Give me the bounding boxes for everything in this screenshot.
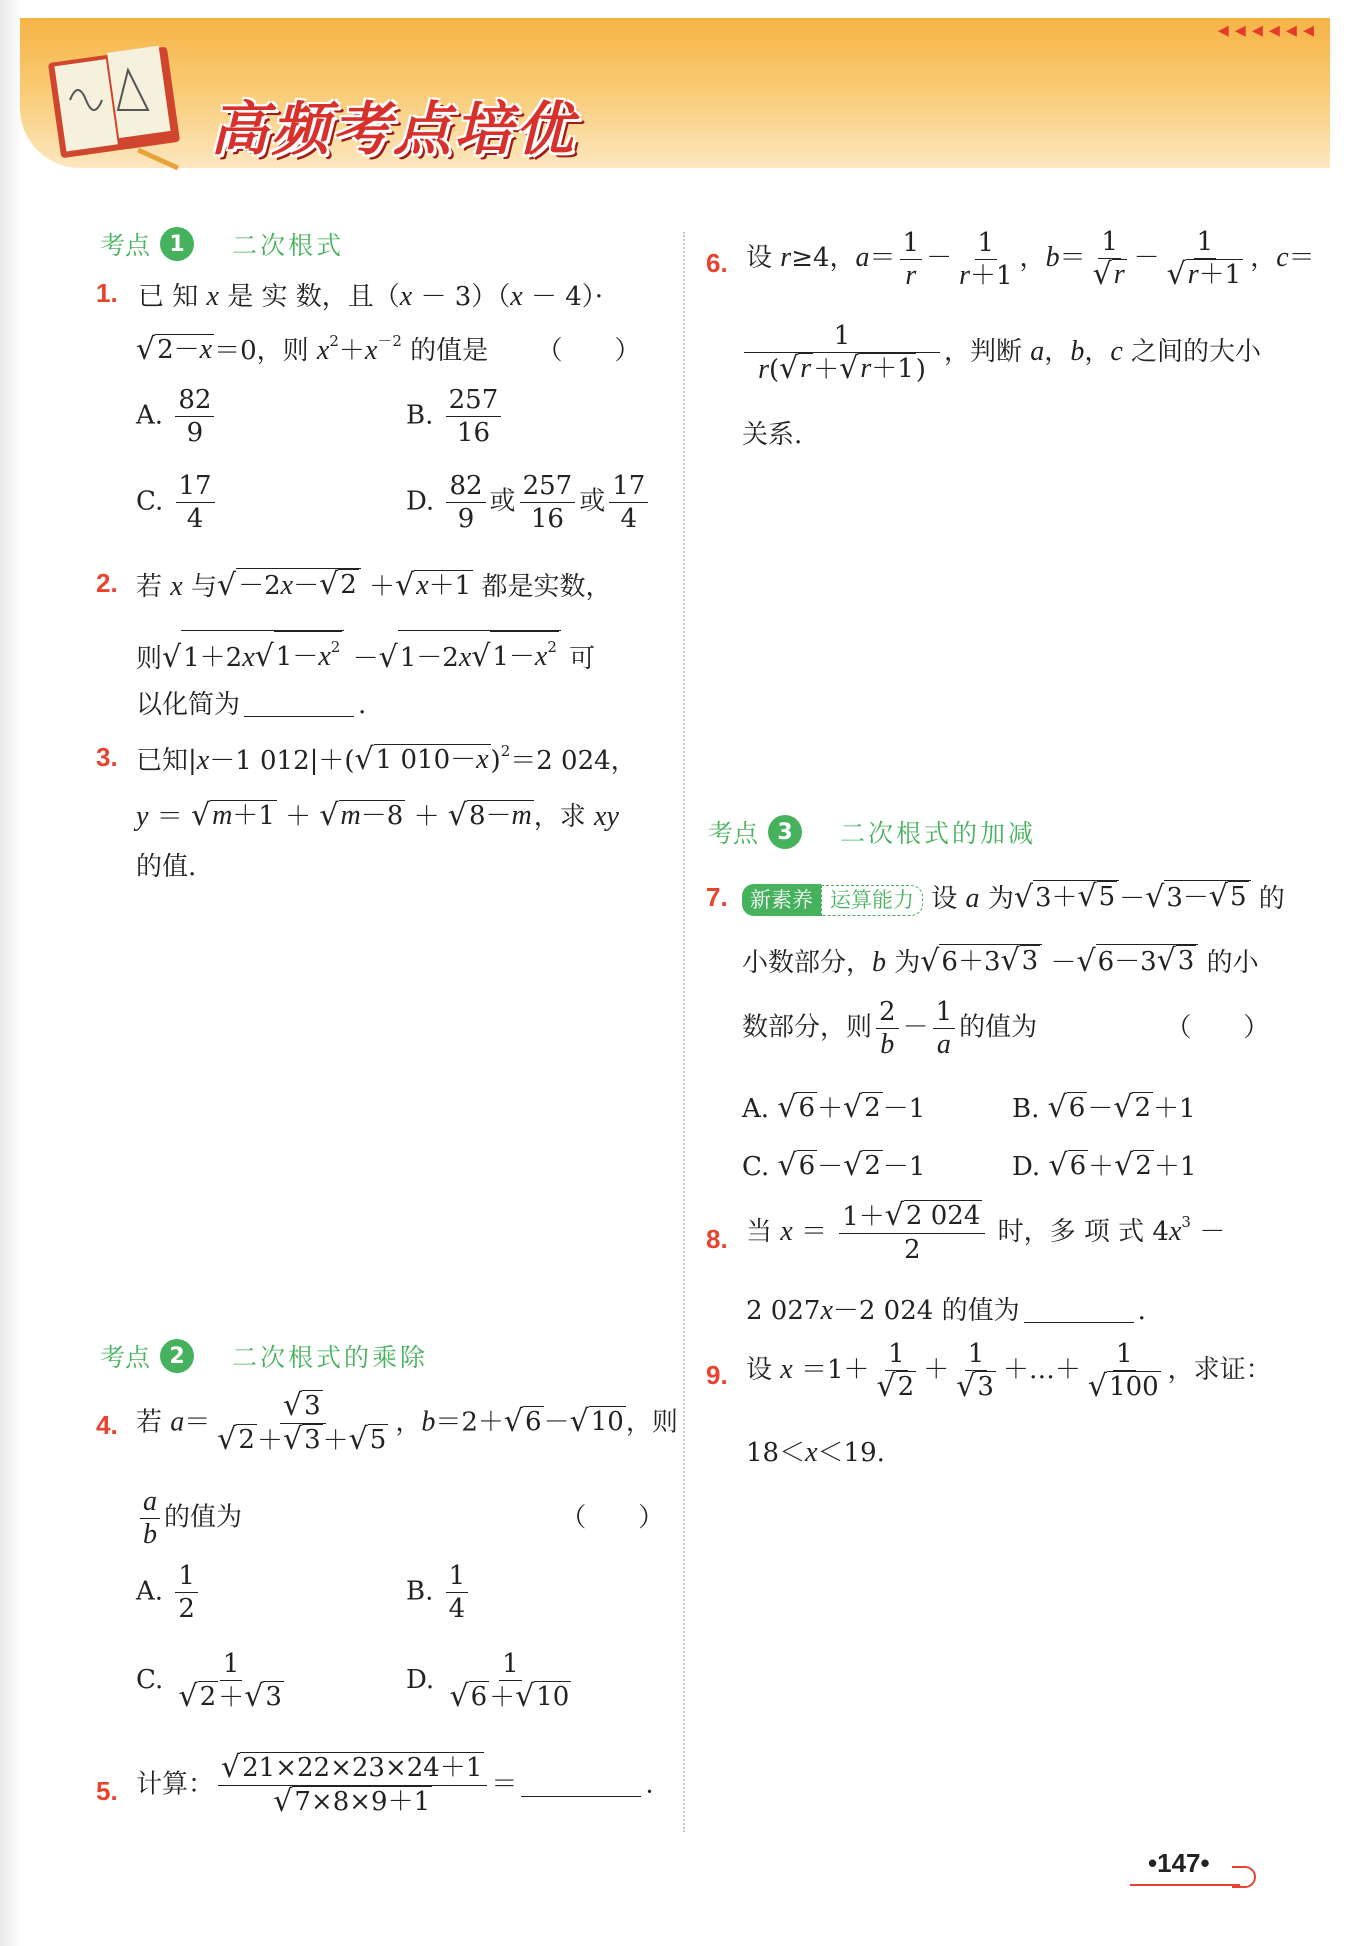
answer-parentheses: （ ） xyxy=(560,1502,665,1533)
section-name: 二次根式 xyxy=(232,231,345,260)
question-text-line: √ 2－x ＝0，则 $x^2+x^{-2}$ 的值是 （ ） xyxy=(136,332,641,367)
fraction: $\frac{17}{4}$ xyxy=(609,470,648,535)
question-number: 4. xyxy=(96,1410,118,1440)
fraction: $\frac{82}{9}$ xyxy=(175,384,214,449)
question-number: 6. xyxy=(706,248,728,278)
question-text-line xyxy=(138,276,603,313)
question-text-line: 2 027x－2 024 的值为 . xyxy=(746,1295,1146,1326)
question-text-line: 1 r( √ r ＋ √ r＋1 ) ，判断 a，b，c 之间的大小 xyxy=(740,320,1261,386)
section-heading-1 xyxy=(100,226,344,262)
fraction: $\frac{257}{16}$ xyxy=(446,384,502,449)
question-text-line: 若 a＝ √ 3 √ 2 ＋ √ 3 ＋ √ 5 ，b＝2＋ √ 6 － √ 10 ，则 xyxy=(136,1388,678,1457)
question-text-line: 已知|x－1 012|＋( √ 1 010－x )$^2$＝2 024， xyxy=(136,742,637,777)
option-label: B. xyxy=(406,400,434,431)
text: 2－ xyxy=(157,335,200,365)
option-label: A. xyxy=(136,400,164,431)
text: － 4）· xyxy=(530,282,604,312)
option-label: C. xyxy=(136,486,164,517)
option-b xyxy=(406,384,505,449)
page-edge xyxy=(0,0,22,1946)
var-x: x xyxy=(199,334,213,365)
question-text-line: 计算： √ 21×22×23×24＋1 √ 7×8×9＋1 ＝ . xyxy=(136,1750,654,1819)
option-label: D. xyxy=(406,486,435,517)
question-number: 8. xyxy=(706,1224,728,1254)
fraction: $\frac{82}{9}$ xyxy=(446,470,485,535)
question-text-line: $\frac{a}{b}$ 的值为 （ ） xyxy=(136,1486,664,1551)
question-number: 5. xyxy=(96,1776,118,1806)
section-number-badge: 1 xyxy=(160,227,194,261)
option-a: A. $\frac{1}{2}$ xyxy=(136,1560,202,1625)
option-b: B. $\frac{1}{4}$ xyxy=(406,1560,472,1625)
page-title: 高频考点培优 xyxy=(210,95,577,163)
answer-blank xyxy=(1024,1322,1134,1323)
var-x: x xyxy=(364,335,378,366)
tag-computing-ability: 运算能力 xyxy=(821,885,923,916)
option-d: D. $\frac{82}{9}$ 或 $\frac{257}{16}$ 或 $\frac{17}{4}$ xyxy=(406,470,652,535)
section-number-badge: 2 xyxy=(160,1339,194,1373)
section-label: 考点 xyxy=(708,819,759,848)
var-x: x xyxy=(316,335,330,366)
question-text-line: 则 √ 1＋2x √ $1-x^2$ － √ 1－2x √ $1-x^2$ 可 xyxy=(136,630,595,675)
question-number: 3. xyxy=(96,742,118,772)
text: 已 知 xyxy=(138,282,199,312)
question-number: 7. xyxy=(706,882,728,912)
option-a xyxy=(136,384,218,449)
answer-parentheses: （ ） xyxy=(1165,1012,1270,1043)
question-text-line: 以化简为 . xyxy=(136,690,367,720)
question-number: 1. xyxy=(96,278,118,308)
option-c: C. 1 √ 2 ＋ √ 3 xyxy=(136,1649,282,1714)
page-number: •147• xyxy=(1148,1848,1210,1878)
answer-blank xyxy=(521,1796,641,1797)
question-number: 2. xyxy=(96,568,118,598)
fraction: $\frac{257}{16}$ xyxy=(520,470,576,535)
sqrt: √ 2－x xyxy=(136,332,213,367)
text: 是 实 数，且（ xyxy=(227,282,400,312)
question-text-line: 小数部分，b 为 √ 6＋3 √ 3 － √ 6－3 √ 3 的小 xyxy=(742,943,1259,979)
section-number-badge: 3 xyxy=(768,815,802,849)
var-x: x xyxy=(510,281,523,312)
question-text-line: 关系. xyxy=(742,420,803,450)
question-text-line: 设 x ＝1＋ 1 √ 2 ＋ 1 √ 3 ＋…＋ 1 √ 100 ，求证： xyxy=(746,1339,1272,1404)
page-number-curl xyxy=(1232,1866,1256,1888)
notebook-icon xyxy=(48,40,186,170)
option-a: A. √ 6 ＋ √ 2 －1 xyxy=(742,1090,926,1125)
section-heading-2 xyxy=(100,1338,428,1374)
var-x: x xyxy=(206,281,219,312)
option-d: D. 1 √ 6 ＋ √ 10 xyxy=(406,1649,570,1714)
question-text-line: 设 r≥4，a＝ $\frac{1}{r}$ － $\frac{1}{r+1}$ ，b＝ 1 √ r － 1 √ r＋1 ，c＝ xyxy=(746,227,1315,292)
section-name: 二次根式的加减 xyxy=(840,819,1037,848)
header-arrows: ◂◂◂◂◂◂ xyxy=(1217,18,1320,43)
tag-new-literacy: 新素养 xyxy=(742,884,821,916)
option-c: C. √ 6 － √ 2 －1 xyxy=(742,1148,926,1183)
text: ＋ xyxy=(338,336,365,366)
page-number-underline xyxy=(1130,1884,1240,1886)
question-text-line: 新素养 运算能力 设 a 为 √ 3＋ √ 5 － √ 3－ √ 5 的 xyxy=(742,878,1285,916)
question-text-line: 18＜x＜19. xyxy=(746,1437,885,1468)
fraction: $\frac{17}{4}$ xyxy=(176,470,215,535)
var-x: x xyxy=(399,281,413,312)
text: ＝0，则 xyxy=(214,336,309,366)
text: － 3）（ xyxy=(420,282,511,312)
section-name: 二次根式的乘除 xyxy=(232,1343,429,1372)
question-text-line: 若 x 与 √ －2x－ √ 2 ＋ √ x＋1 都是实数， xyxy=(136,567,612,603)
option-b: B. √ 6 － √ 2 ＋1 xyxy=(1012,1090,1196,1125)
answer-blank xyxy=(244,716,354,717)
section-label: 考点 xyxy=(100,1343,151,1372)
answer-parentheses: （ ） xyxy=(536,336,641,366)
question-text-line: y ＝ √ m＋1 ＋ √ m－8 ＋ √ 8－m ，求 xy xyxy=(136,798,619,833)
column-divider xyxy=(683,232,685,1832)
section-heading-3 xyxy=(708,814,1036,850)
section-label: 考点 xyxy=(100,231,151,260)
question-number: 9. xyxy=(706,1360,728,1390)
option-c xyxy=(136,470,219,535)
option-d: D. √ 6 ＋ √ 2 ＋1 xyxy=(1012,1148,1197,1183)
text: 的值是 xyxy=(410,336,489,366)
question-text-line: 当 x ＝ 1＋ √ 2 024 2 时，多 项 式 $4x^3$ － xyxy=(746,1198,1226,1265)
question-text-line: 的值. xyxy=(136,852,197,882)
question-text-line: 数部分，则 $\frac{2}{b}$ － $\frac{1}{a}$ 的值为 （ ） xyxy=(742,997,1270,1060)
